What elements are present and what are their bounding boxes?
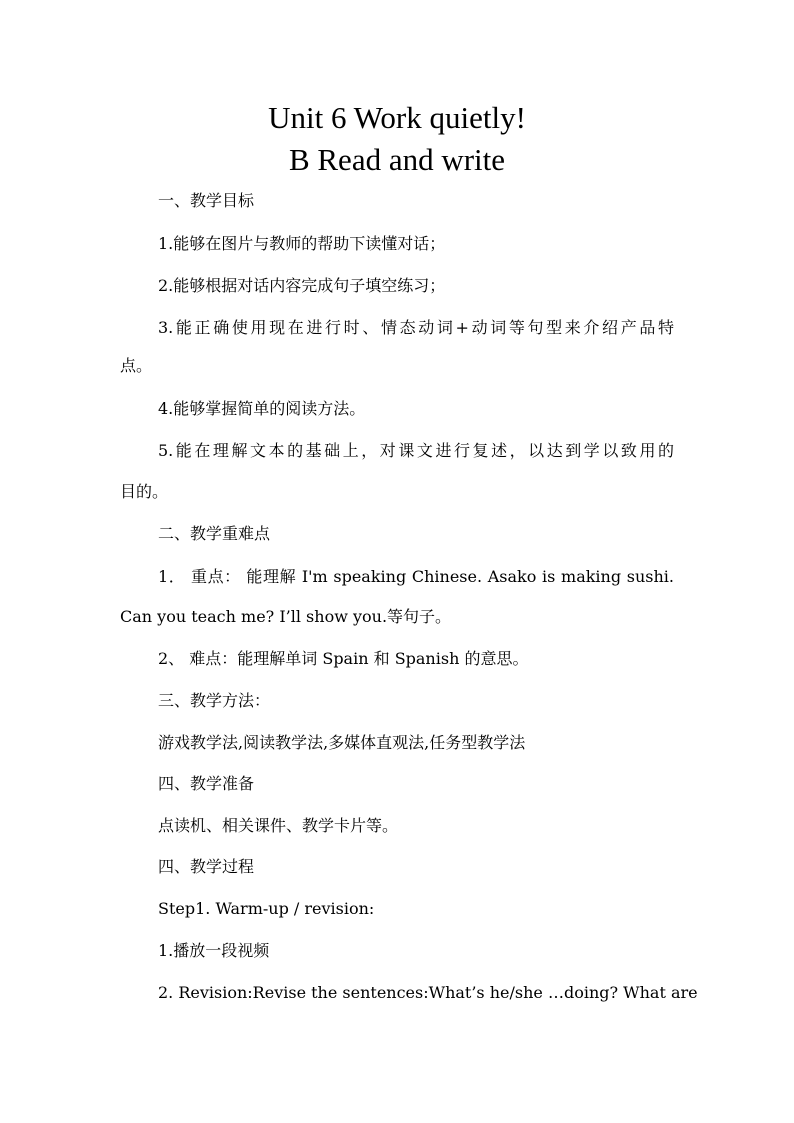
objective-item-4: 4.能够掌握简单的阅读方法。 bbox=[158, 399, 366, 418]
step-1-item-1: 1.播放一段视频 bbox=[158, 941, 270, 960]
key-point-item-1-line2: Can you teach me? I’ll show you.等句子。 bbox=[120, 607, 452, 626]
key-point-item-1-line1: 1． 重点： 能理解 I'm speaking Chinese. Asako is making sushi. bbox=[158, 567, 674, 586]
document-subtitle: B Read and write bbox=[288, 142, 506, 177]
step-1-heading: Step1. Warm-up / revision: bbox=[158, 899, 375, 918]
objective-item-5-line2: 目的。 bbox=[120, 482, 169, 501]
section-heading-objectives: 一、教学目标 bbox=[158, 191, 255, 210]
step-1-item-2: 2. Revision:Revise the sentences:What’s he/she …doing? What are bbox=[158, 983, 698, 1002]
section-heading-preparation: 四、教学准备 bbox=[158, 774, 255, 793]
methods-text: 游戏教学法,阅读教学法,多媒体直观法,任务型教学法 bbox=[158, 733, 526, 752]
objective-item-3-line1: 3.能正确使用现在进行时、情态动词+动词等句型来介绍产品特 bbox=[158, 318, 674, 337]
objective-item-1: 1.能够在图片与教师的帮助下读懂对话； bbox=[158, 234, 446, 253]
section-heading-methods: 三、教学方法： bbox=[158, 691, 271, 710]
objective-item-3-line2: 点。 bbox=[120, 356, 153, 375]
section-heading-key-points: 二、教学重难点 bbox=[158, 524, 271, 543]
objective-item-2: 2.能够根据对话内容完成句子填空练习； bbox=[158, 276, 446, 295]
document-title: Unit 6 Work quietly! bbox=[268, 100, 526, 135]
key-point-item-2: 2、 难点：能理解单词 Spain 和 Spanish 的意思。 bbox=[158, 649, 529, 668]
section-heading-process: 四、教学过程 bbox=[158, 857, 255, 876]
preparation-text: 点读机、相关课件、教学卡片等。 bbox=[158, 816, 399, 835]
objective-item-5-line1: 5.能在理解文本的基础上，对课文进行复述，以达到学以致用的 bbox=[158, 441, 674, 460]
